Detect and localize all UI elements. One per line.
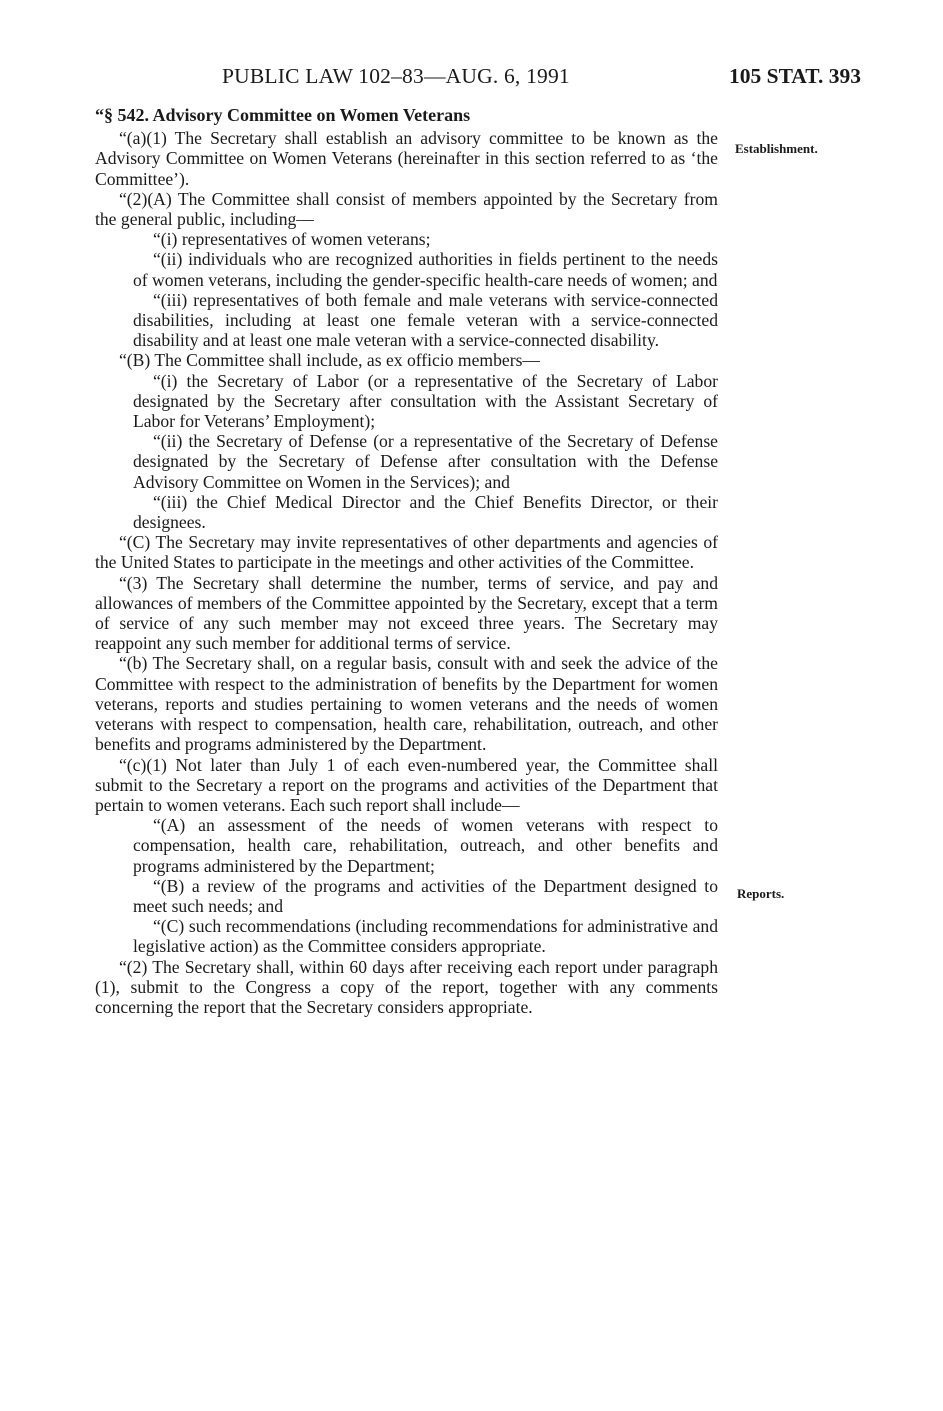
law-section-body [95,105,718,1017]
paragraph-a2A-iii: “(iii) representatives of both female and male veterans with service-connected disabilities, including at least one female veteran with a service-connected disability and at least one male veteran with a service-connected disability. [133,289,718,351]
margin-note-establishment: Establishment. [735,141,818,156]
paragraph-a2C: “(C) The Secretary may invite representatives of other departments and agencies of the United States to participate in the meetings and other activities of the Committee. [95,532,718,573]
paragraph-c1: “(c)(1) Not later than July 1 of each even-numbered year, the Committee shall submit to the Secretary a report on the programs and activities of the Department that pertain to women veterans. Each such report shall include— [95,754,718,815]
section-title: “§ 542. Advisory Committee on Women Veterans [95,105,471,125]
paragraph-a2B: “(B) The Committee shall include, as ex officio members— [119,350,541,371]
header-title: PUBLIC LAW 102–83—AUG. 6, 1991 [222,64,570,88]
paragraph-c2: “(2) The Secretary shall, within 60 days after receiving each report under paragraph (1), submit to the Congress a copy of the report, together with any comments concerning the report that the Secretary considers appropriate. [95,956,718,1017]
paragraph-a2B-iii: “(iii) the Chief Medical Director and the Chief Benefits Director, or their designees. [133,491,718,533]
paragraph-a2A-i: “(i) representatives of women veterans; [153,229,431,250]
paragraph-a2A-ii: “(ii) individuals who are recognized authorities in fields pertinent to the needs of women veterans, including the gender-specific health-care needs of women; and [133,249,718,290]
paragraph-a2B-i: “(i) the Secretary of Labor (or a representative of the Secretary of Labor designated by the Secretary after consultation with the Assistant Secretary of Labor for Veterans’ Employment); [133,370,718,432]
paragraph-b: “(b) The Secretary shall, on a regular basis, consult with and seek the advice of the Committee with respect to the administration of benefits by the Department for women veterans, reports and studies pertaining to women veterans and the needs of women veterans with respect to compensation, health care, rehabilitation, outreach, and other benefits and programs administered by the Department. [95,653,718,755]
margin-note-reports: Reports. [737,886,785,901]
header-stat-page: 105 STAT. 393 [728,64,861,88]
paragraph-c1-C: “(C) such recommendations (including recommendations for administrative and legislative action) as the Committee considers appropriate. [133,916,718,957]
paragraph-a3: “(3) The Secretary shall determine the number, terms of service, and pay and allowances of members of the Committee appointed by the Secretary, except that a term of service of any such member may not exceed three years. The Secretary may reappoint any such member for additional terms of service. [95,572,718,654]
paragraph-a2A: “(2)(A) The Committee shall consist of members appointed by the Secretary from the general public, including— [95,188,718,230]
paragraph-a1: “(a)(1) The Secretary shall establish an advisory committee to be known as the Advisory Committee on Women Veterans (hereinafter in this section referred to as ‘the Committee’). [95,128,718,189]
paragraph-a2B-ii: “(ii) the Secretary of Defense (or a representative of the Secretary of Defense designated by the Secretary of Defense after consultation with the Defense Advisory Committee on Women in the Services); and [133,431,718,492]
paragraph-c1-B: “(B) a review of the programs and activities of the Department designed to meet such needs; and [133,875,718,916]
paragraph-c1-A: “(A) an assessment of the needs of women veterans with respect to compensation, health care, rehabilitation, outreach, and other benefits and programs administered by the Department; [133,815,718,876]
page-header [0,64,943,98]
